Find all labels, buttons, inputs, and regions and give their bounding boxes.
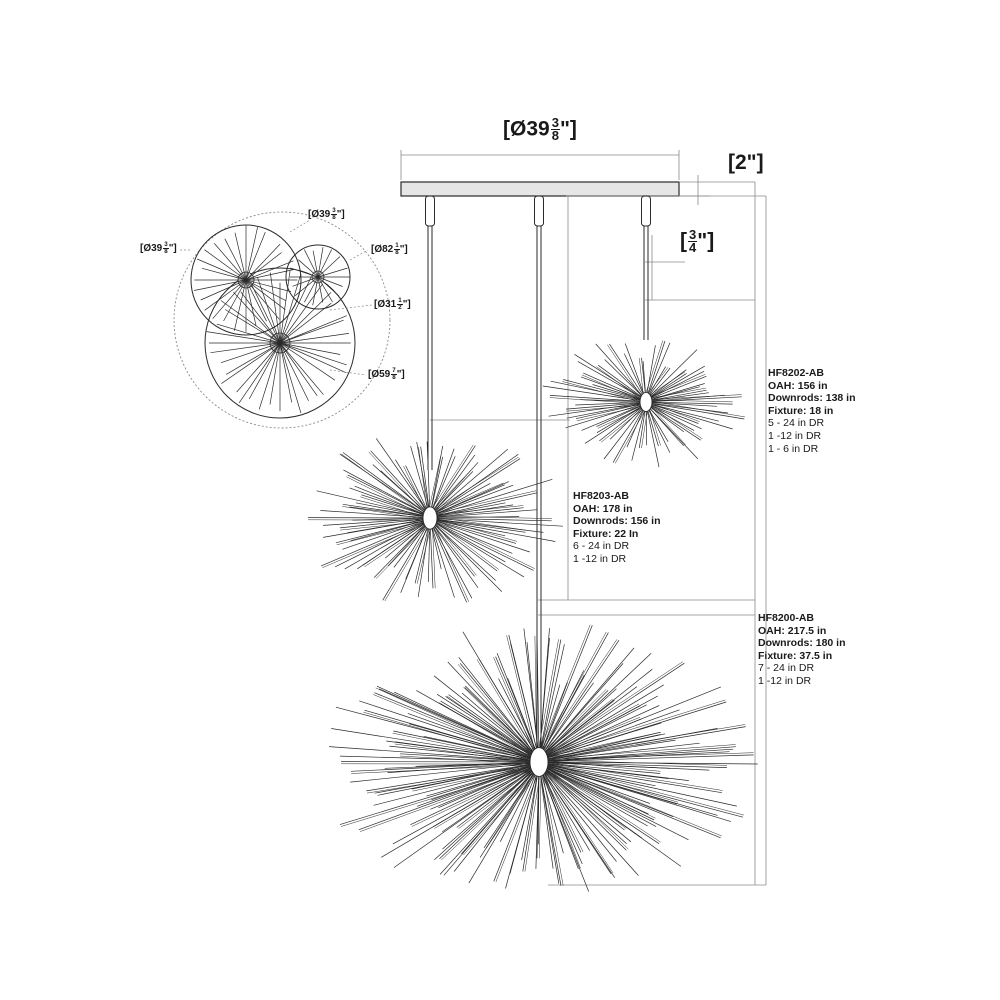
fixture-rod [650,370,687,398]
fixture-rod [437,506,524,515]
fixture-rod [615,408,646,463]
fixture-hub [640,392,652,411]
canopy-height-label: [2"] [728,151,764,174]
plan-ray [280,343,317,396]
plan-ray [217,324,280,343]
fixture-rod [322,524,425,568]
fixture-rod [535,636,537,753]
plan-ray [246,244,280,280]
spec-block-hf8202 [768,367,856,455]
spec-fixture: Fixture: 22 In [573,527,639,540]
fixture-rod [369,452,425,513]
spec-dr-line: 1 -12 in DR [768,429,822,442]
fixture-rod [376,439,427,512]
fixture-rod [431,457,443,511]
fixture-rod [604,408,644,460]
fixture-rod [437,521,535,569]
plan-ray [207,332,280,343]
fixture-rod [343,453,426,513]
plan-ray [221,301,280,344]
plan-ray [280,343,301,413]
fixture-rod [605,360,643,397]
plan-dim-large-diameter: [Ø59 $\frac{7}{8}$ "] [368,367,405,381]
downrod-center [535,196,544,760]
pendant-fixture-medium [308,439,563,603]
spec-dr-line: 6 - 24 in DR [573,540,630,553]
fixture-rod [385,525,430,601]
fixture-rod [646,408,647,445]
plan-dim-hub-diameter: [Ø31 $\frac{1}{2}$ "] [374,297,411,311]
fixture-rod [432,525,467,603]
plan-ray [224,280,246,321]
fixture-rod [437,510,538,518]
fixture-rod [343,470,424,514]
downrod-left [426,196,435,470]
spec-oah: OAH: 178 in [573,502,633,515]
plan-dim-medium-diameter: [Ø82 $\frac{1}{8}$ "] [371,242,408,256]
fixture-rod [645,341,663,396]
spec-block-hf8200 [758,612,846,688]
spec-dr-line: 1 -12 in DR [758,674,812,687]
fixture-rod [625,344,645,397]
plan-dim-left-diameter: [Ø39 $\frac{3}{8}$ "] [140,241,177,255]
fixture-hub [530,748,548,777]
spec-fixture: Fixture: 37.5 in [758,649,833,662]
fixture-rod [434,524,496,581]
fixture-rod [341,454,424,514]
spec-dr-line: 5 - 24 in DR [768,417,825,430]
fixture-rod [551,381,641,400]
pendant-fixture-small [543,341,745,468]
canopy-diameter-label: [Ø39 $\frac{3}{8}$ "] [503,115,577,144]
plan-dim-small-diameter: [Ø39 $\frac{3}{8}$ "] [308,207,345,221]
plan-ray [221,343,280,384]
spec-downrods: Downrods: 138 in [768,392,856,405]
spec-dr-line: 7 - 24 in DR [758,662,815,675]
canopy [401,182,679,196]
fixture-rod [651,371,705,398]
spec-block-hf8203 [573,490,661,566]
plan-ray [211,343,281,353]
spec-downrods: Downrods: 156 in [573,515,661,528]
stem-detail-label: [ $\frac{3}{4}$ "] [680,227,715,256]
spec-oah: OAH: 217.5 in [758,624,827,637]
spec-model: HF8202-AB [768,367,825,379]
fixture-rod [432,525,472,599]
fixture-rod [347,520,423,533]
plan-ray [234,292,281,343]
fixture-hub [423,507,437,529]
downrod-right [642,196,651,340]
fixture-rod [359,701,531,758]
plan-ray [239,343,280,403]
fixture-rod [383,525,428,601]
fixture-rod [543,770,615,877]
fixture-rod [539,771,541,858]
spec-model: HF8203-AB [573,490,630,502]
spec-oah: OAH: 156 in [768,379,828,392]
fixture-rod [607,345,641,398]
fixture-rod [432,456,455,511]
spec-fixture: Fixture: 18 in [768,404,834,417]
spec-model: HF8200-AB [758,612,815,624]
spec-dr-line: 1 -12 in DR [573,552,627,565]
spec-dr-line: 1 - 6 in DR [768,442,819,455]
plan-ray [246,280,285,310]
pendant-fixture-large [329,625,758,892]
plan-ray [246,280,291,292]
plan-ray [202,268,246,280]
fixture-rod [434,676,534,755]
spec-downrods: Downrods: 180 in [758,637,846,650]
fixture-rod [613,408,644,463]
plan-ray [280,343,346,373]
fixture-rod [378,765,531,796]
plan-view [174,212,390,428]
fixture-rod [647,408,658,446]
plan-ray [280,320,344,343]
